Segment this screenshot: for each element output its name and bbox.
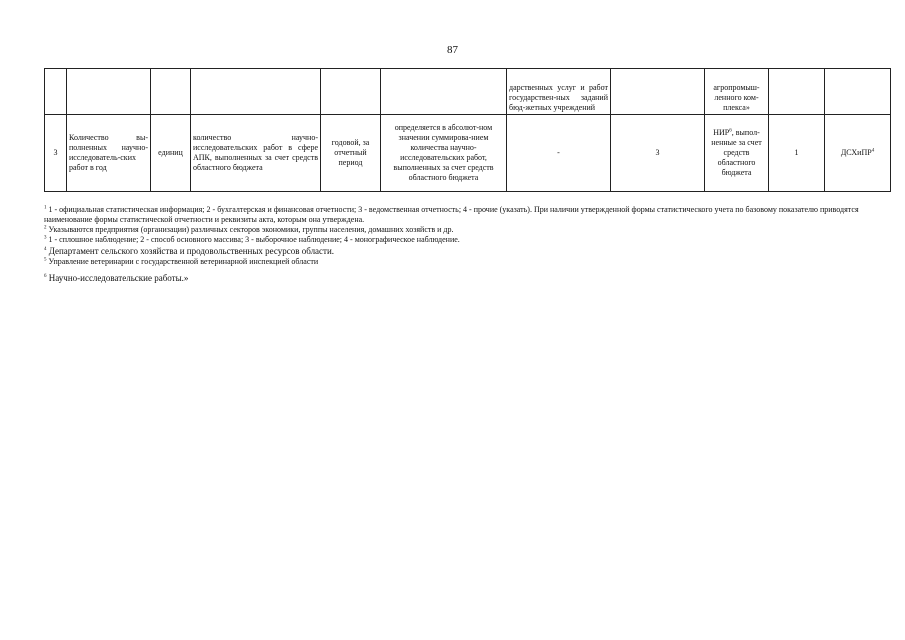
table-cell xyxy=(67,69,151,115)
table-cell xyxy=(611,69,705,115)
footnote-mark: 5 xyxy=(44,257,47,263)
table-cell xyxy=(321,69,381,115)
footnote xyxy=(44,225,874,235)
table-cell: дарственных услуг и работ государствен-ных заданий бюд-жетных учреждений xyxy=(507,69,611,115)
footnote-mark: 4 xyxy=(44,247,47,252)
row-number: 3 xyxy=(45,115,67,192)
table-cell xyxy=(381,69,507,115)
footnote xyxy=(44,205,874,225)
footnote xyxy=(44,245,874,257)
footnote-text: 1 - официальная статистическая информация; 2 - бухгалтерская и финансовая отчетности; 3 - ведомственная отчетность; 4 - прочие (указать). При наличии утвержденной формы статистического учета по базовому показателю приводятся наименование формы статистической отчетности и реквизиты акта, которым она утверждена. xyxy=(44,205,859,224)
table-cell xyxy=(45,69,67,115)
table-cell xyxy=(151,69,191,115)
indicator-table xyxy=(44,68,891,192)
period-cell: годовой, за отчетный период xyxy=(321,115,381,192)
object-prefix: НИР xyxy=(713,128,730,137)
footnote-text: Управление ветеринарии с государственной ветеринарной инспекцией области xyxy=(48,257,319,266)
footnote-mark: 6 xyxy=(729,128,732,134)
footnote-text: Указываются предприятия (организации) различных секторов экономики, группы населения, домашних хозяйств и др. xyxy=(48,225,454,234)
page-number: 87 xyxy=(447,44,458,56)
footnote-text: Научно-исследовательские работы.» xyxy=(48,273,189,283)
table-row xyxy=(45,115,891,192)
coverage-cell: 1 xyxy=(769,115,825,192)
method-cell: определяется в абсолют-ном значении суммирова-нием количества научно-исследовательских работ, выполненных за счет средств областного бюджета xyxy=(381,115,507,192)
footnotes xyxy=(44,205,874,284)
indicator-name: Количество вы-полненных научно-исследователь-ских работ в год xyxy=(67,115,151,192)
unit-cell: единиц xyxy=(151,115,191,192)
footnote-mark: 1 xyxy=(44,205,47,211)
table-cell xyxy=(825,69,891,115)
footnote xyxy=(44,272,874,284)
object-suffix: , выпол-ненные за счет средств областного бюджета xyxy=(711,128,762,177)
footnote-text: Департамент сельского хозяйства и продовольственных ресурсов области. xyxy=(48,246,335,256)
definition-cell: количество научно-исследовательских работ в сфере АПК, выполненных за счет средств областного бюджета xyxy=(191,115,321,192)
table-row xyxy=(45,69,891,115)
footnote-mark: 6 xyxy=(44,274,47,279)
footnote-mark: 3 xyxy=(44,235,47,241)
responsible-text: ДСХиПР xyxy=(840,148,872,157)
source-cell: 3 xyxy=(611,115,705,192)
table-cell xyxy=(191,69,321,115)
footnote xyxy=(44,235,874,245)
footnote-mark: 4 xyxy=(871,148,875,154)
footnote xyxy=(44,257,874,267)
footnote-text: 1 - сплошное наблюдение; 2 - способ основного массива; 3 - выборочное наблюдение; 4 - монографическое наблюдение. xyxy=(48,235,460,244)
dash-cell: - xyxy=(507,115,611,192)
object-cell xyxy=(705,115,769,192)
footnote-mark: 2 xyxy=(44,225,47,231)
table-cell: агропромыш-ленного ком-плекса» xyxy=(705,69,769,115)
table-cell xyxy=(769,69,825,115)
responsible-cell xyxy=(825,115,891,192)
